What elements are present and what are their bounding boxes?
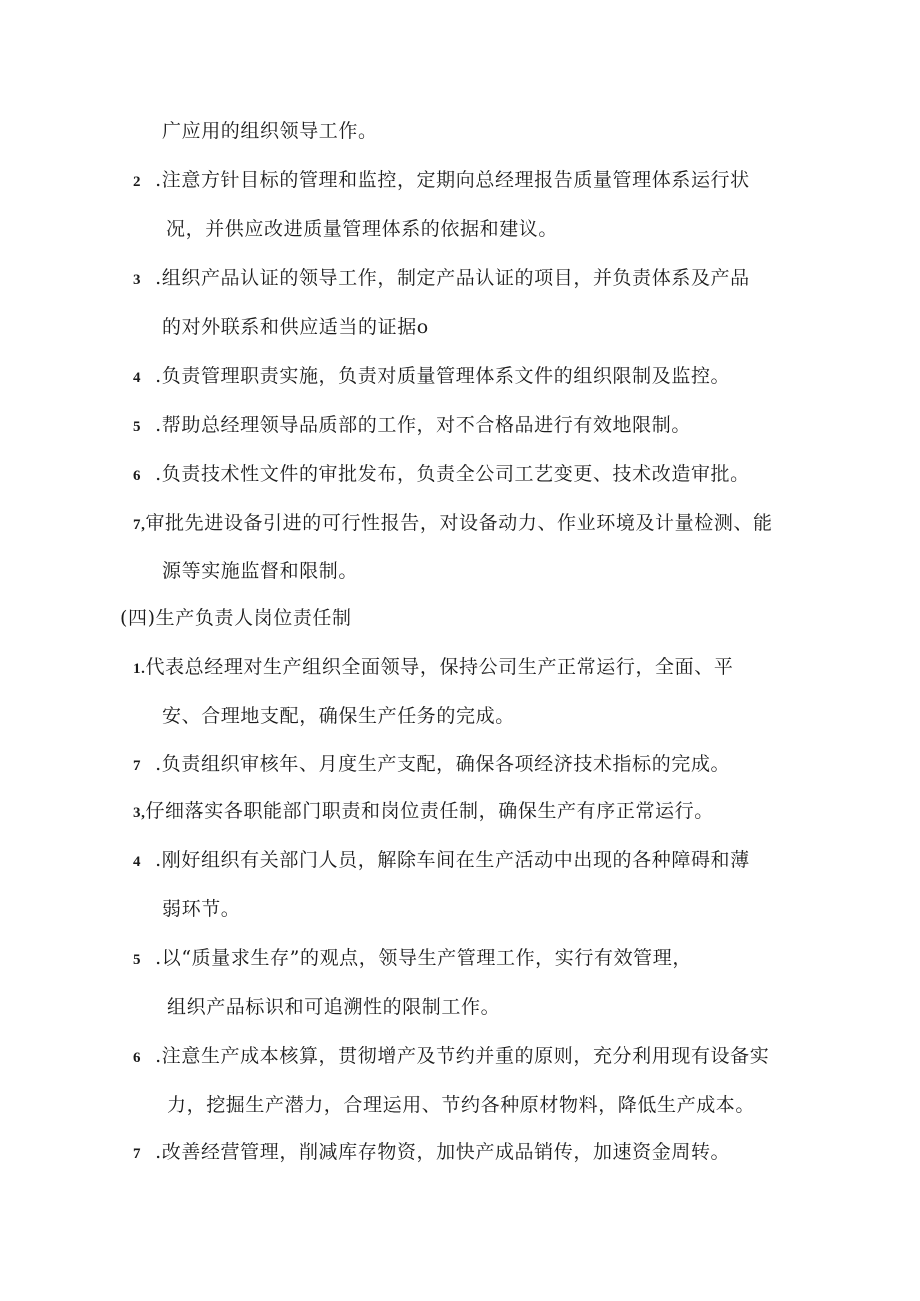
line-text: .组织产品认证的领导工作，制定产品认证的项目，并负责体系及产品 [155, 267, 750, 289]
list-item-number: 4 [133, 370, 142, 386]
line-text: 弱环节。 [162, 898, 241, 920]
line-text: 广应用的组织领导工作。 [162, 120, 378, 142]
list-item [133, 797, 714, 827]
line-text: 仔细落实各职能部门职责和岗位责任制，确保生产有序正常运行。 [145, 800, 714, 822]
list-item [133, 750, 730, 780]
list-item-number: 7 [133, 758, 142, 774]
list-item [133, 362, 730, 392]
list-item [133, 1138, 730, 1168]
line-text: 的对外联系和供应适当的证据o [162, 316, 429, 338]
list-item [133, 509, 773, 539]
text-line [162, 895, 240, 923]
list-item [133, 166, 750, 196]
list-item-number: 1. [133, 661, 146, 677]
line-text: 源等实施监督和限制。 [162, 560, 359, 582]
line-text: .刚好组织有关部门人员，解除车间在生产活动中出现的各种障碍和薄 [155, 849, 750, 871]
text-line [166, 215, 558, 243]
text-line [167, 993, 500, 1021]
list-item-number: 4 [133, 854, 142, 870]
line-text: (四)生产负责人岗位责任制 [120, 607, 352, 629]
line-text: 安、合理地支配，确保生产任务的完成。 [162, 705, 515, 727]
list-item [133, 411, 691, 441]
line-text: 力，挖掘生产潜力，合理运用、节约各种原材物料，降低生产成本。 [167, 1094, 756, 1116]
line-text: .负责技术性文件的审批发布，负责全公司工艺变更、技术改造审批。 [155, 463, 750, 485]
list-item-number: 5 [133, 952, 142, 968]
list-item [133, 653, 733, 683]
line-text: .注意方针目标的管理和监控，定期向总经理报告质量管理体系运行状 [155, 169, 750, 191]
text-line [162, 117, 378, 145]
list-item-number: 2 [133, 174, 142, 190]
list-item [133, 846, 750, 876]
line-text: .以“质量求生存”的观点，领导生产管理工作，实行有效管理， [155, 947, 692, 969]
text-line [162, 313, 429, 341]
line-text: .负责管理职责实施，负责对质量管理体系文件的组织限制及监控。 [155, 365, 731, 387]
text-line [120, 604, 352, 632]
line-text: 组织产品标识和可追溯性的限制工作。 [167, 996, 501, 1018]
list-item-number: 5 [133, 419, 142, 435]
list-item-number: 6 [133, 468, 142, 484]
list-item [133, 1042, 769, 1072]
line-text: .负责组织审核年、月度生产支配，确保各项经济技术指标的完成。 [155, 753, 731, 775]
list-item [133, 264, 750, 294]
text-line [162, 557, 358, 585]
line-text: 审批先进设备引进的可行性报告，对设备动力、作业环境及计量检测、能 [145, 512, 773, 534]
list-item-number: 3, [133, 805, 146, 821]
list-item-number: 7 [133, 1146, 142, 1162]
text-line [162, 702, 515, 730]
list-item [133, 460, 750, 490]
list-item-number: 6 [133, 1050, 142, 1066]
list-item-number: 7, [133, 517, 146, 533]
line-text: 况，并供应改进质量管理体系的依据和建议。 [166, 218, 559, 240]
line-text: .注意生产成本核算，贯彻增产及节约并重的原则，充分利用现有设备实 [155, 1045, 770, 1067]
list-item-number: 3 [133, 272, 142, 288]
line-text: .帮助总经理领导品质部的工作，对不合格品进行有效地限制。 [155, 414, 691, 436]
line-text: 代表总经理对生产组织全面领导，保持公司生产正常运行，全面、平 [145, 656, 734, 678]
text-line [167, 1091, 755, 1119]
list-item [133, 944, 692, 974]
line-text: .改善经营管理，削减库存物资，加快产成品销传，加速资金周转。 [155, 1141, 731, 1163]
